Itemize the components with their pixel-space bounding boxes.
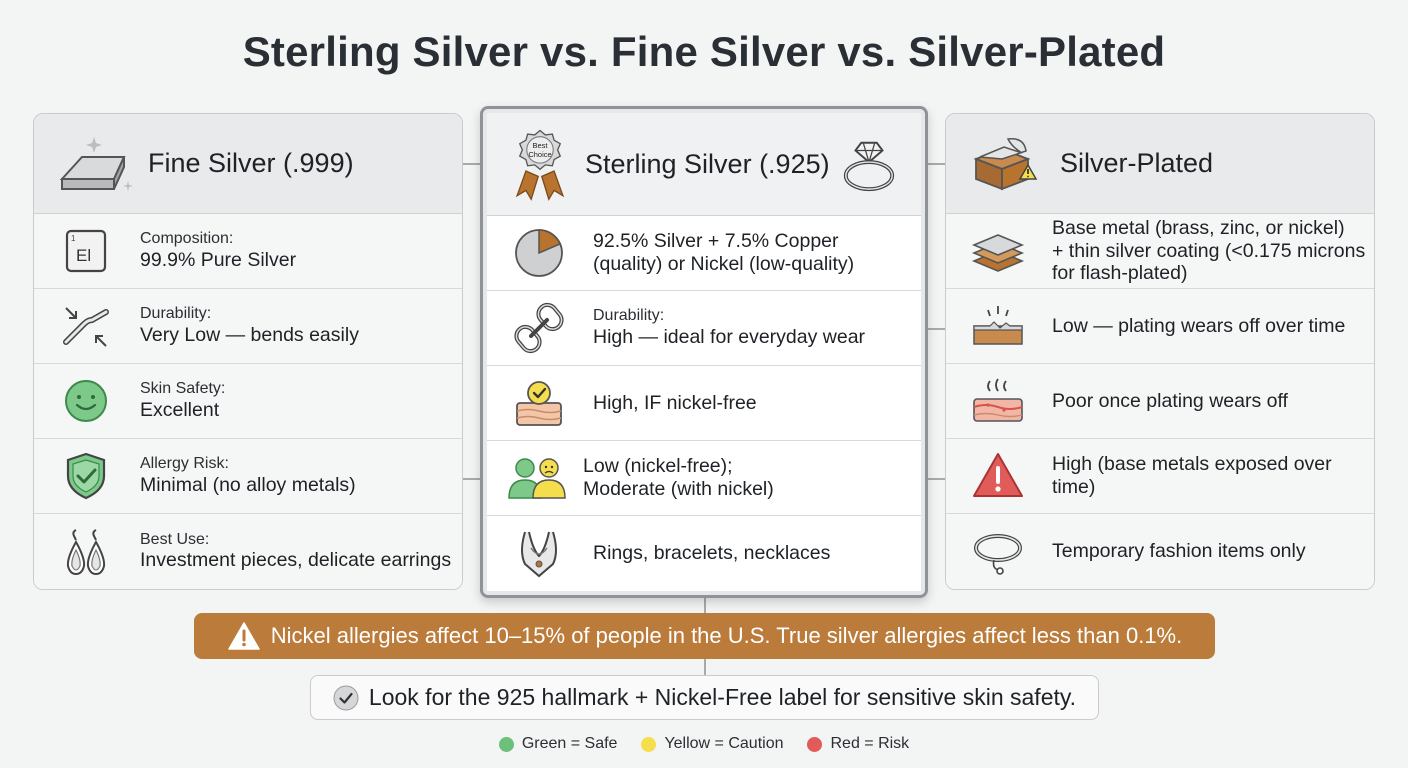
sterling-skin-row xyxy=(487,366,921,441)
svg-text:Best: Best xyxy=(532,141,548,151)
worn-plating-icon xyxy=(970,298,1026,354)
fine-silver-title: Fine Silver (.999) xyxy=(148,148,354,178)
plated-skin-row xyxy=(946,364,1374,439)
sterling-silver-header xyxy=(487,113,921,216)
connector-line xyxy=(927,328,945,330)
row-value: High, IF nickel-free xyxy=(593,391,757,414)
row-value: 99.9% Pure Silver xyxy=(140,248,297,271)
fine-best-use-row xyxy=(34,514,462,589)
row-value: Poor once plating wears off xyxy=(1052,389,1288,412)
people-risk-icon xyxy=(505,450,569,506)
row-label: Durability: xyxy=(140,305,212,323)
row-label: Best Use: xyxy=(140,530,210,548)
necklace-icon xyxy=(511,526,567,582)
silver-bar-icon xyxy=(52,129,136,199)
sterling-silver-title: Sterling Silver (.925) xyxy=(585,148,830,179)
tip-text: Look for the 925 hallmark + Nickel-Free label for sensitive skin safety. xyxy=(368,684,1077,710)
shield-check-icon xyxy=(58,448,114,504)
warning-icon xyxy=(970,448,1026,504)
layers-icon xyxy=(970,223,1026,279)
sterling-best-use-row xyxy=(487,516,921,591)
sterling-silver-card xyxy=(480,106,928,598)
pie-chart-icon xyxy=(511,225,567,281)
skin-check-icon xyxy=(511,375,567,431)
earrings-icon xyxy=(58,524,114,580)
row-value: Minimal (no alloy metals) xyxy=(140,473,356,496)
legend-label: Green = Safe xyxy=(521,735,618,752)
row-label: Skin Safety: xyxy=(140,380,226,398)
green-dot-icon xyxy=(499,737,514,752)
plated-allergy-row xyxy=(946,439,1374,514)
fine-silver-card xyxy=(33,113,463,590)
row-value: Very Low — bends easily xyxy=(140,323,359,346)
sterling-durability-row xyxy=(487,291,921,366)
plated-block-warning-icon xyxy=(964,129,1048,199)
plated-composition-row xyxy=(946,214,1374,289)
connector-line xyxy=(927,163,945,165)
row-value: 92.5% Silver + 7.5% Copper (quality) or Nickel (low-quality) xyxy=(593,230,855,275)
hallmark-tip xyxy=(310,675,1099,720)
page-title: Sterling Silver vs. Fine Silver vs. Silver-Plated xyxy=(242,28,1166,75)
row-value: Excellent xyxy=(140,398,220,421)
connector-line xyxy=(463,478,481,480)
row-value: Base metal (brass, zinc, or nickel) + thin silver coating (<0.175 microns for flash-plated) xyxy=(1052,217,1366,285)
row-value: Rings, bracelets, necklaces xyxy=(593,542,831,564)
legend-item-risk xyxy=(807,735,909,753)
check-circle-icon xyxy=(333,685,359,711)
row-label: Allergy Risk: xyxy=(140,455,229,473)
warning-icon xyxy=(227,621,261,651)
row-value: Investment pieces, delicate earrings xyxy=(140,549,452,572)
legend-item-caution xyxy=(641,735,783,753)
smiley-icon xyxy=(58,373,114,429)
row-label: Composition: xyxy=(140,230,234,248)
connector-line xyxy=(463,163,481,165)
row-value: Low — plating wears off over time xyxy=(1052,314,1346,337)
irritated-skin-icon xyxy=(970,373,1026,429)
fine-durability-row xyxy=(34,289,462,364)
silver-plated-card xyxy=(945,113,1375,590)
svg-text:Choice: Choice xyxy=(528,149,552,159)
sterling-allergy-row xyxy=(487,441,921,516)
red-dot-icon xyxy=(807,737,822,752)
fine-allergy-row xyxy=(34,439,462,514)
plated-best-use-row xyxy=(946,514,1374,589)
legend-item-safe xyxy=(499,735,618,753)
element-icon xyxy=(58,223,114,279)
silver-plated-title: Silver-Plated xyxy=(1060,148,1214,178)
row-value: High — ideal for everyday wear xyxy=(593,325,866,348)
fine-skin-row xyxy=(34,364,462,439)
choker-icon xyxy=(970,524,1026,580)
row-value: High (base metals exposed over time) xyxy=(1052,453,1332,498)
best-choice-badge-icon xyxy=(503,122,577,206)
bent-bar-icon xyxy=(58,298,114,354)
element-symbol: El xyxy=(76,246,92,265)
color-legend xyxy=(0,735,1408,753)
element-number: 1 xyxy=(71,234,76,243)
silver-plated-header xyxy=(946,114,1374,214)
fine-composition-row xyxy=(34,214,462,289)
chain-link-icon xyxy=(511,300,567,356)
row-value: Low (nickel-free); Moderate (with nickel) xyxy=(583,455,774,500)
legend-label: Yellow = Caution xyxy=(664,735,784,752)
banner-text: Nickel allergies affect 10–15% of people in the U.S. True silver allergies affect less than 0.1%. xyxy=(270,623,1183,648)
ring-icon xyxy=(840,135,898,193)
nickel-allergy-banner xyxy=(194,613,1215,659)
connector-line xyxy=(927,478,945,480)
legend-label: Red = Risk xyxy=(830,735,910,752)
row-value: Temporary fashion items only xyxy=(1052,540,1306,562)
row-label: Durability: xyxy=(593,307,665,325)
fine-silver-header xyxy=(34,114,462,214)
yellow-dot-icon xyxy=(641,737,656,752)
sterling-composition-row xyxy=(487,216,921,291)
plated-durability-row xyxy=(946,289,1374,364)
